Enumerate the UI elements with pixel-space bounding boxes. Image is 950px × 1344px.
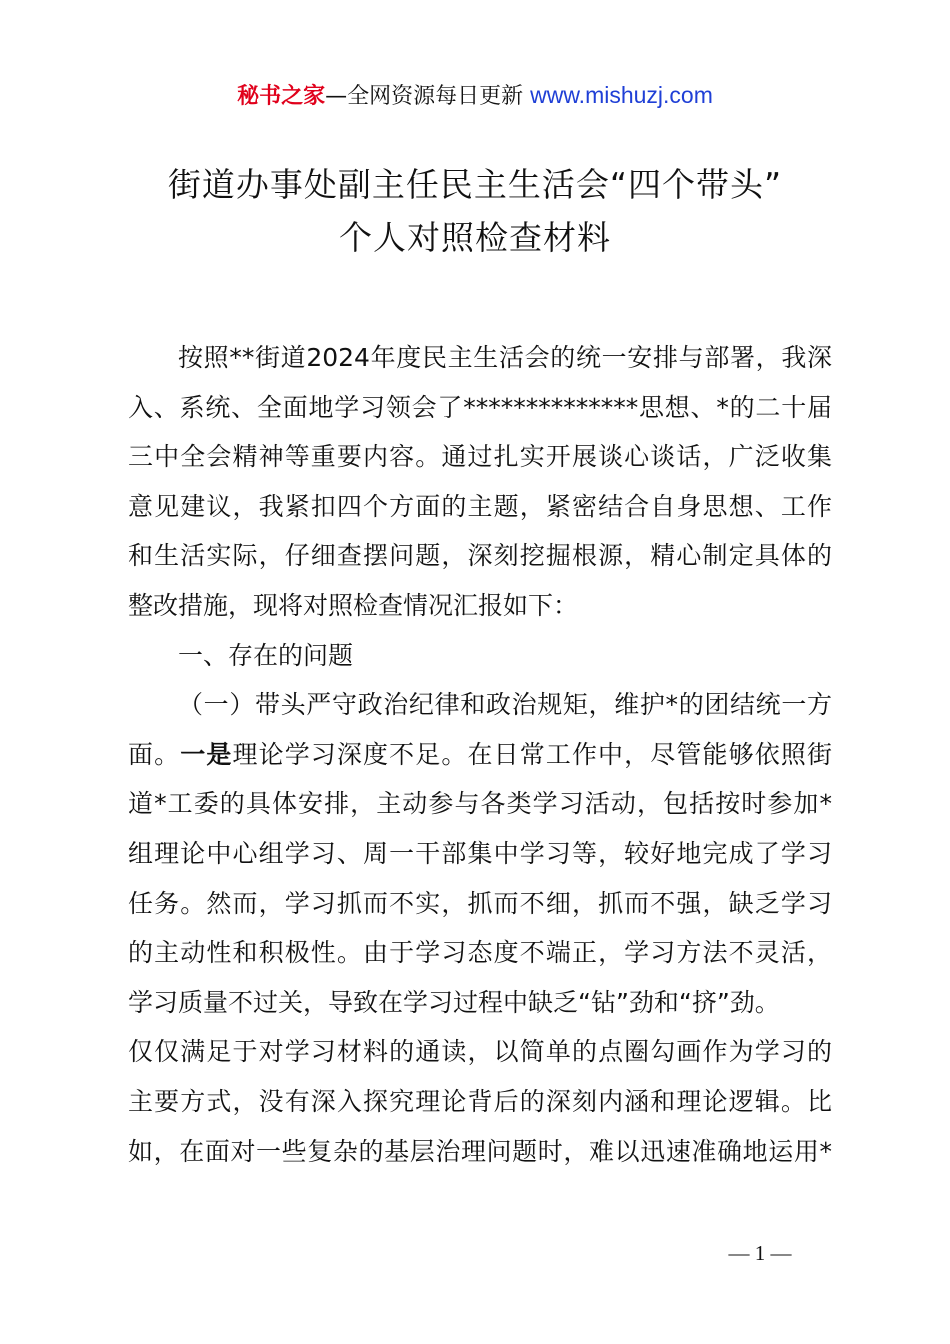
header-tagline: —全网资源每日更新 — [325, 84, 524, 109]
section-heading: 一、存在的问题 — [178, 640, 354, 670]
page-number: — 1 — — [728, 1241, 792, 1265]
body-line: 按照**街道2024年度民主生活会的统一安排与部署，我深 — [178, 343, 832, 372]
body-line-start: 面。 — [128, 739, 181, 769]
body-line: 的主动性和积极性。由于学习态度不端正，学习方法不灵活， — [128, 938, 832, 968]
body-line: 组理论中心组学习、周一干部集中学习等，较好地完成了学习 — [128, 838, 832, 868]
body-line: 如，在面对一些复杂的基层治理问题时，难以迅速准确地运用* — [128, 1136, 832, 1166]
body-line: 三中全会精神等重要内容。通过扎实开展谈心谈话，广泛收集 — [128, 442, 832, 472]
body-line: 入、系统、全面地学习领会了**************思想、*的二十届 — [128, 392, 832, 422]
site-url-link[interactable]: www.mishuzj.com — [530, 82, 713, 108]
body-line: 任务。然而，学习抓而不实，抓而不细，抓而不强，缺乏学习 — [128, 888, 832, 918]
body-line: 主要方式，没有深入探究理论背后的深刻内涵和理论逻辑。比 — [128, 1086, 832, 1116]
brand-name: 秘书之家 — [237, 84, 326, 109]
body-line: 道*工委的具体安排，主动参与各类学习活动，包括按时参加* — [128, 789, 832, 819]
body-line — [128, 730, 832, 780]
body-line: 学习质量不过关，导致在学习过程中缺乏“钻”劲和“挤”劲。 — [128, 987, 780, 1017]
body-line: 整改措施，现将对照检查情况汇报如下： — [128, 590, 579, 620]
title-line-1: 街道办事处副主任民主生活会“四个带头” — [167, 165, 783, 204]
document-title — [0, 158, 950, 264]
title-line-2: 个人对照检查材料 — [339, 218, 611, 257]
body-line: 仅仅满足于对学习材料的通读，以简单的点圈勾画作为学习的 — [128, 1037, 832, 1067]
body-line: 和生活实际，仔细查摆问题，深刻挖掘根源，精心制定具体的 — [128, 541, 832, 571]
body-line: 意见建议，我紧扣四个方面的主题，紧密结合自身思想、工作 — [128, 491, 832, 521]
subsection-heading: （一）带头严守政治纪律和政治规矩，维护*的团结统一方 — [178, 690, 832, 720]
document-body — [128, 333, 832, 1176]
body-line-rest: 理论学习深度不足。在日常工作中，尽管能够依照街 — [232, 739, 832, 769]
site-header — [0, 78, 950, 114]
point-marker-first: 一是 — [180, 739, 233, 769]
